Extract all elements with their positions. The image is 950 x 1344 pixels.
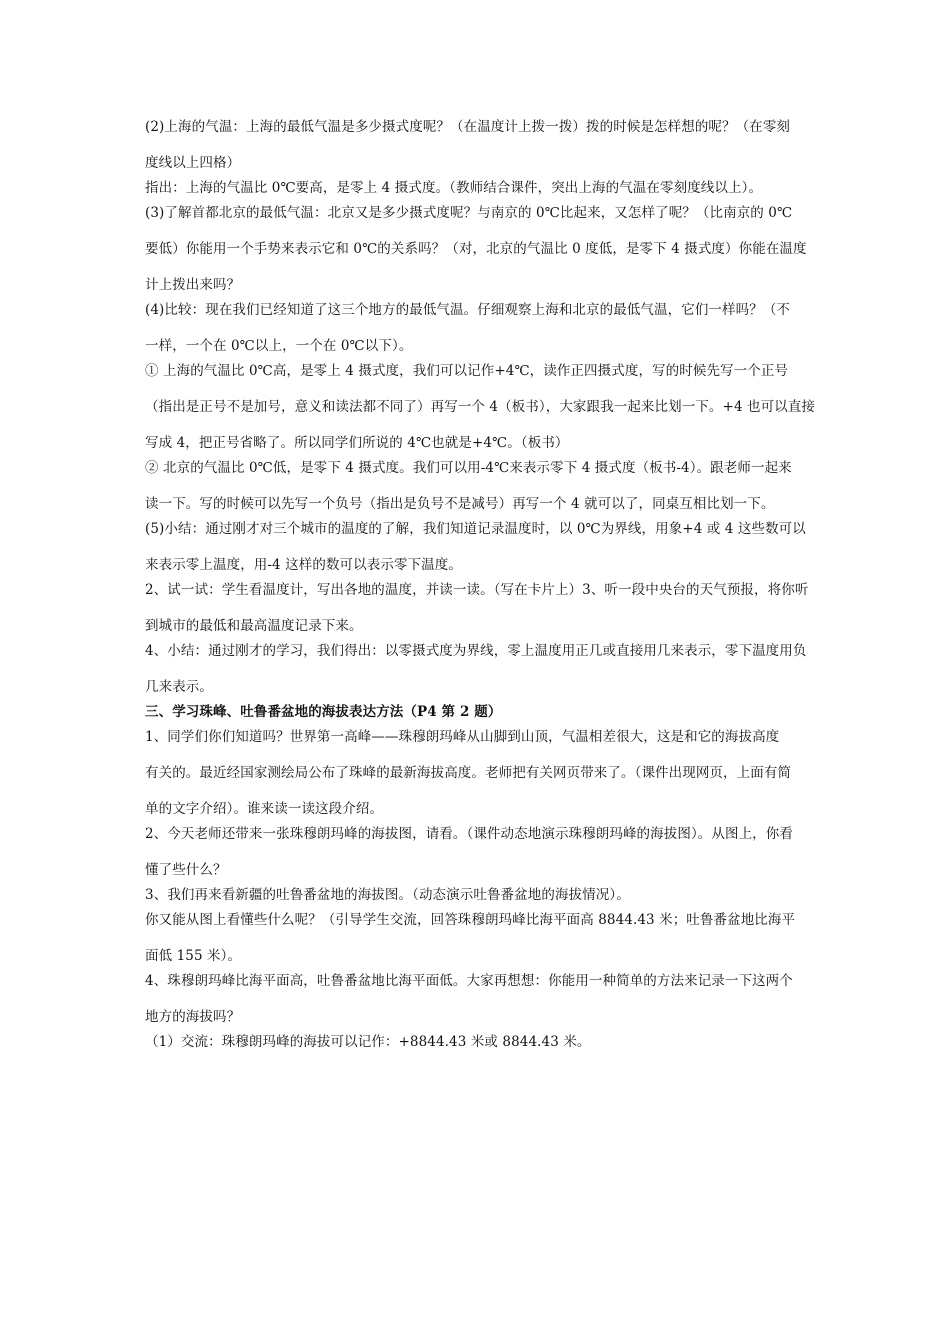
document-body [145,118,816,1058]
text-line: 几来表示。 [145,679,213,695]
text-line: 3、我们再来看新疆的吐鲁番盆地的海拔图。（动态演示吐鲁番盆地的海拔情况）。 [145,887,630,903]
text-line: (3)了解首都北京的最低气温：北京又是多少摄式度呢？与南京的 0℃比起来，又怎样了呢？（比南京的 0℃ [145,205,793,221]
text-line: 懂了些什么？ [145,862,227,878]
text-line: 读一下。写的时候可以先写一个负号（指出是负号不是减号）再写一个 4 就可以了，同桌互相比划一下。 [145,496,775,512]
text-line: 4、小结：通过刚才的学习，我们得出：以零摄式度为界线，零上温度用正几或直接用几来表示，零下温度用负 [145,643,807,659]
text-line: 指出：上海的气温比 0℃要高，是零上 4 摄式度。（教师结合课件，突出上海的气温在零刻度线以上）。 [145,180,763,196]
text-line: 到城市的最低和最高温度记录下来。 [145,618,363,634]
text-line: ② 北京的气温比 0℃低，是零下 4 摄式度。我们可以用-4℃来表示零下 4 摄式度（板书-4）。跟老师一起来 [145,460,792,476]
text-line: 计上拨出来吗？ [145,277,241,293]
text-line: 1、同学们你们知道吗？世界第一高峰——珠穆朗玛峰从山脚到山顶，气温相差很大，这是和它的海拔高度 [145,729,780,745]
text-line: 有关的。最近经国家测绘局公布了珠峰的最新海拔高度。老师把有关网页带来了。（课件出现网页，上面有简 [145,765,792,781]
text-line: 2、试一试：学生看温度计，写出各地的温度，并读一读。（写在卡片上）3、听一段中央台的天气预报，将你听 [145,582,809,598]
text-line: (5)小结：通过刚才对三个城市的温度的了解，我们知道记录温度时，以 0℃为界线，用象+4 或 4 这些数可以 [145,521,806,537]
text-line: 要低）你能用一个手势来表示它和 0℃的关系吗？（对，北京的气温比 0 度低，是零下 4 摄式度）你能在温度 [145,241,807,257]
text-line: 面低 155 米）。 [145,948,242,964]
text-line: 4、珠穆朗玛峰比海平面高，吐鲁番盆地比海平面低。大家再想想：你能用一种简单的方法来记录一下这两个 [145,973,793,989]
text-line: 单的文字介绍）。谁来读一读这段介绍。 [145,801,384,817]
text-line: ① 上海的气温比 0℃高，是零上 4 摄式度，我们可以记作+4℃，读作正四摄式度，写的时候先写一个正号 [145,363,789,379]
text-line: （指出是正号不是加号，意义和读法都不同了）再写一个 4（板书），大家跟我一起来比划一下。+4 也可以直接 [145,399,816,415]
text-line: 地方的海拔吗？ [145,1009,241,1025]
text-line: 来表示零上温度，用-4 这样的数可以表示零下温度。 [145,557,462,573]
text-line: 写成 4，把正号省略了。所以同学们所说的 4℃也就是+4℃。（板书） [145,435,569,451]
section-heading: 三、学习珠峰、吐鲁番盆地的海拔表达方法（P4 第 2 题） [145,704,502,720]
text-line: （1）交流：珠穆朗玛峰的海拔可以记作：+8844.43 米或 8844.43 米。 [145,1034,591,1050]
text-line: (4)比较：现在我们已经知道了这三个地方的最低气温。仔细观察上海和北京的最低气温，它们一样吗？（不 [145,302,791,318]
text-line: 度线以上四格） [145,155,241,171]
text-line: 2、今天老师还带来一张珠穆朗玛峰的海拔图，请看。（课件动态地演示珠穆朗玛峰的海拔图）。从图上，你看 [145,826,793,842]
text-line: 一样，一个在 0℃以上，一个在 0℃以下）。 [145,338,413,354]
text-line: (2)上海的气温：上海的最低气温是多少摄式度呢？（在温度计上拨一拨）拨的时候是怎样想的呢？（在零刻 [145,119,791,135]
text-line: 你又能从图上看懂些什么呢？（引导学生交流，回答珠穆朗玛峰比海平面高 8844.43 米；吐鲁番盆地比海平 [145,912,796,928]
